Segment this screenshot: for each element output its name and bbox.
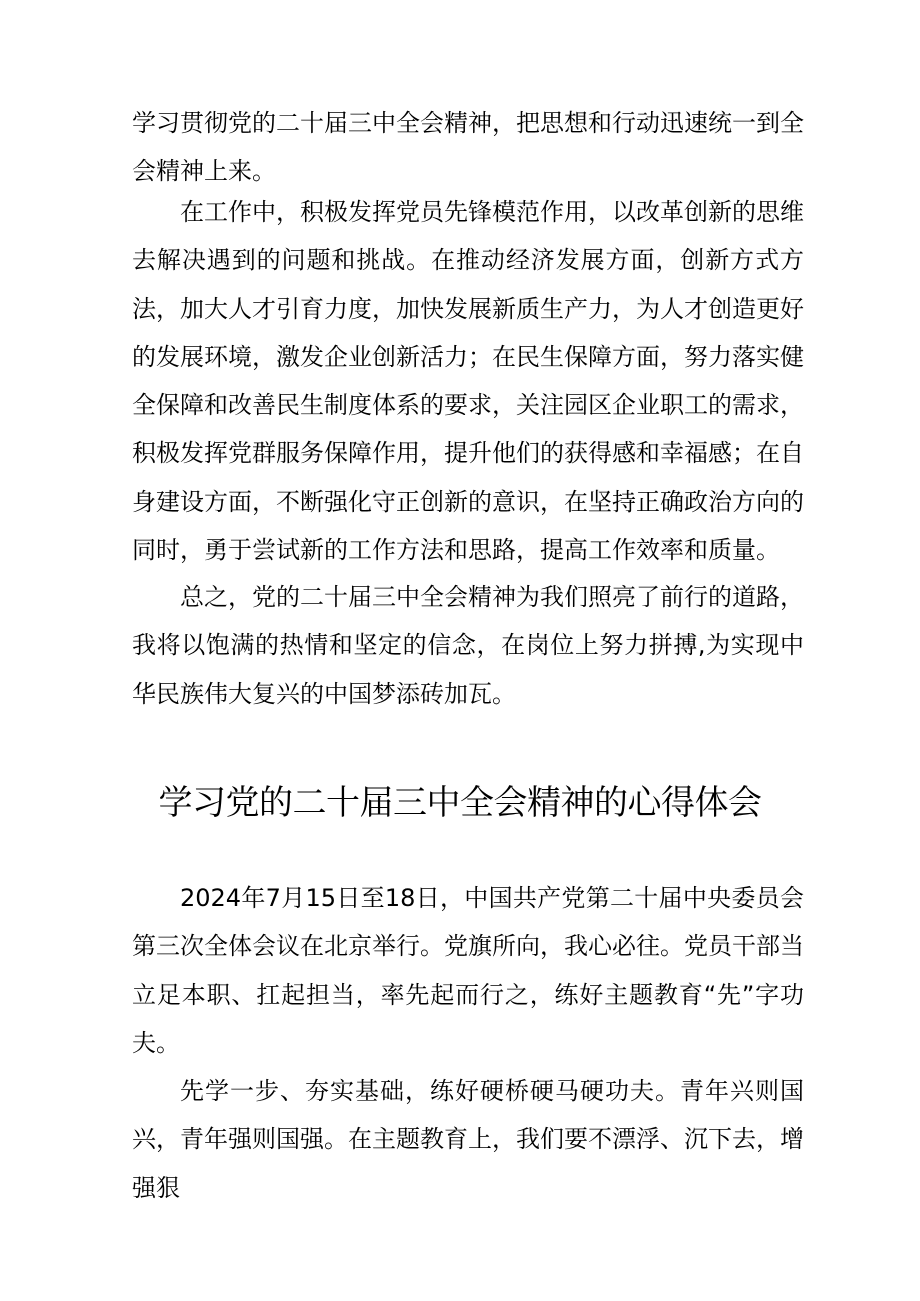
paragraph-conclusion: 总之，党的二十届三中全会精神为我们照亮了前行的道路，我将以饱满的热情和坚定的信念，在岗位上努力拼搏,为实现中华民族伟大复兴的中国梦添砖加瓦。 <box>132 583 804 708</box>
paragraph-continuation: 学习贯彻党的二十届三中全会精神，把思想和行动迅速统一到全会精神上来。 <box>132 109 804 186</box>
paragraph-intro: 2024年7月15日至18日，中国共产党第二十届中央委员会第三次全体会议在北京举行。党旗所向，我心必往。党员干部当立足本职、扛起担当，率先起而行之，练好主题教育“先”字功夫。 <box>132 884 804 1057</box>
section-title: 学习党的二十届三中全会精神的心得体会 <box>158 783 762 823</box>
paragraph-work: 在工作中，积极发挥党员先锋模范作用，以改革创新的思维去解决遇到的问题和挑战。在推动经济发展方面，创新方式方法，加大人才引育力度，加快发展新质生产力，为人才创造更好的发展环境，激发企业创新活力；在民生保障方面，努力落实健全保障和改善民生制度体系的要求，关注园区企业职工的需求，积极发挥党群服务保障作用，提升他们的获得感和幸福感；在自身建设方面，不断强化守正创新的意识，在坚持正确政治方向的同时，勇于尝试新的工作方法和思路，提高工作效率和质量。 <box>132 198 804 565</box>
paragraph-study-first: 先学一步、夯实基础，练好硬桥硬马硬功夫。青年兴则国兴，青年强则国强。在主题教育上，我们要不漂浮、沉下去，增强狠 <box>132 1077 804 1202</box>
